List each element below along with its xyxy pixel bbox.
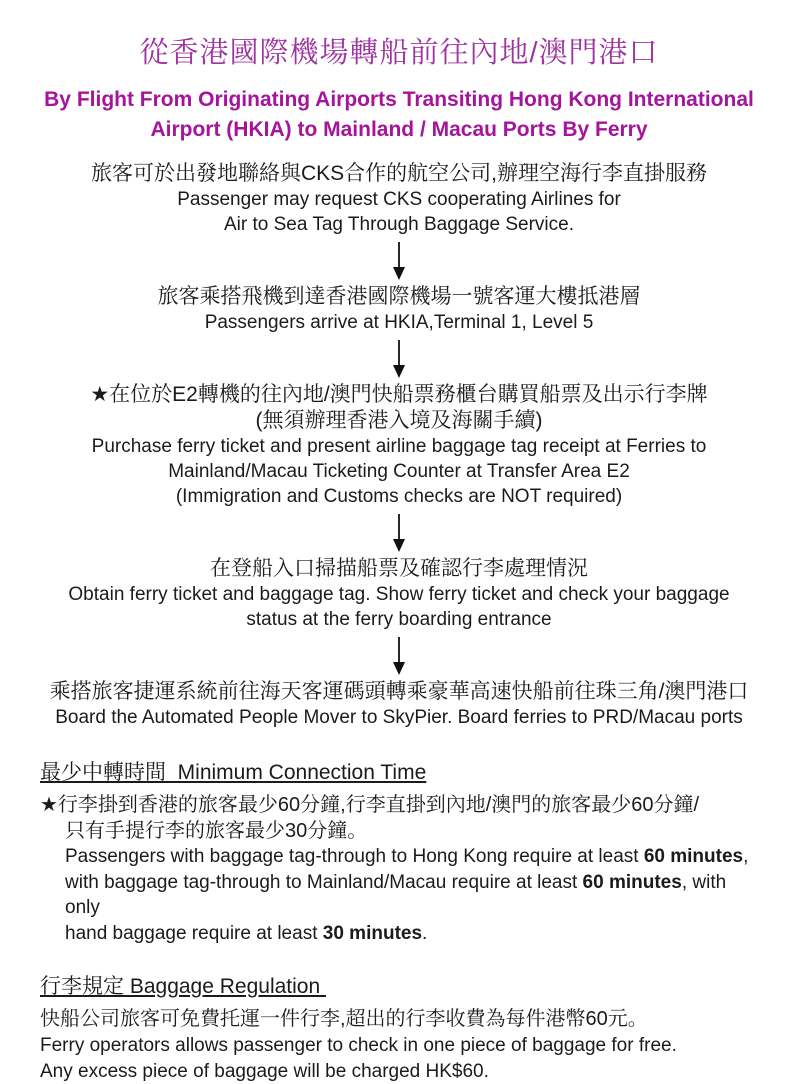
flow-step-3-chinese-line2: (無須辦理香港入境及海關手續): [30, 408, 768, 434]
flow-step-3-english-line1: Purchase ferry ticket and present airline baggage tag receipt at Ferries to: [30, 434, 768, 459]
flow-step-5-chinese: 乘搭旅客捷運系統前往海天客運碼頭轉乘豪華高速快船前往珠三角/澳門港口: [30, 679, 768, 705]
flow-step-3-chinese-line1: ★在位於E2轉機的往內地/澳門快船票務櫃台購買船票及出示行李牌: [30, 382, 768, 408]
flow-step-3-english-line2: Mainland/Macau Ticketing Counter at Transfer Area E2: [30, 459, 768, 484]
baggage-regulation-heading: 行李規定 Baggage Regulation: [40, 970, 758, 1000]
baggage-english-line1: Ferry operators allows passenger to check in one piece of baggage for free.: [40, 1033, 758, 1059]
mct-english-line2-text: with baggage tag-through to Mainland/Macau require at least: [65, 872, 583, 893]
mct-english-line1: [65, 844, 758, 870]
mct-english-line2-tail: , with only: [65, 872, 726, 919]
page-title-english: [40, 85, 758, 145]
flow-step-4-english-line2: status at the ferry boarding entrance: [30, 607, 768, 632]
flow-step-2-english-line1: Passengers arrive at HKIA,Terminal 1, Level 5: [30, 310, 768, 335]
flow-step-3-english-line3: (Immigration and Customs checks are NOT required): [30, 484, 768, 509]
flow-step-1-english-line2: Air to Sea Tag Through Baggage Service.: [30, 212, 768, 237]
baggage-chinese-line1: 快船公司旅客可免費托運一件行李,超出的行李收費為每件港幣60元。: [40, 1006, 758, 1033]
baggage-regulation-body: [40, 1006, 758, 1084]
down-arrow-icon: [391, 340, 407, 378]
flow-step-2-chinese: 旅客乘搭飛機到達香港國際機場一號客運大樓抵港層: [30, 284, 768, 310]
mct-english-line1-tail: ,: [743, 846, 748, 867]
minimum-connection-time-heading: 最少中轉時間 Minimum Connection Time: [40, 756, 758, 786]
flow-step-2: [30, 284, 768, 335]
baggage-english-line2: Any excess piece of baggage will be charged HK$60.: [40, 1059, 758, 1084]
mct-english-line2: [65, 870, 758, 921]
mct-english-line3-bold: 30 minutes: [323, 923, 422, 944]
minimum-connection-time-section: [40, 756, 758, 946]
mct-chinese-line2: 只有手提行李的旅客最少30分鐘。: [65, 818, 758, 844]
flow-step-1-chinese: 旅客可於出發地聯絡與CKS合作的航空公司,辦理空海行李直掛服務: [30, 161, 768, 187]
flow-step-5-english-line1: Board the Automated People Mover to SkyPier. Board ferries to PRD/Macau ports: [30, 705, 768, 730]
down-arrow-icon: [391, 637, 407, 675]
mct-chinese-line1: ★行李掛到香港的旅客最少60分鐘,行李直掛到內地/澳門的旅客最少60分鐘/: [65, 792, 758, 818]
mct-english-line3-text: hand baggage require at least: [65, 923, 323, 944]
flow-step-3: [30, 382, 768, 509]
page-title-english-line1: By Flight From Originating Airports Transiting Hong Kong International: [40, 85, 758, 115]
flow-step-1: [30, 161, 768, 237]
mct-english-line3-tail: .: [422, 923, 427, 944]
flow-step-4: [30, 556, 768, 632]
page-title-english-line2: Airport (HKIA) to Mainland / Macau Ports By Ferry: [40, 115, 758, 145]
mct-english-line3: [65, 921, 758, 947]
mct-english-line1-bold: 60 minutes: [644, 846, 743, 867]
down-arrow-icon: [391, 514, 407, 552]
flow-step-5: [30, 679, 768, 730]
flow-step-4-chinese: 在登船入口掃描船票及確認行李處理情況: [30, 556, 768, 582]
minimum-connection-time-body: [40, 792, 758, 946]
mct-english-line2-bold: 60 minutes: [583, 872, 682, 893]
transfer-flowchart: [40, 161, 758, 730]
flow-step-1-english-line1: Passenger may request CKS cooperating Airlines for: [30, 187, 768, 212]
flow-step-4-english-line1: Obtain ferry ticket and baggage tag. Show ferry ticket and check your baggage: [30, 582, 768, 607]
baggage-regulation-section: [40, 970, 758, 1084]
down-arrow-icon: [391, 242, 407, 280]
page-title-chinese: 從香港國際機場轉船前往內地/澳門港口: [40, 30, 758, 71]
mct-english-line1-text: Passengers with baggage tag-through to Hong Kong require at least: [65, 846, 644, 867]
